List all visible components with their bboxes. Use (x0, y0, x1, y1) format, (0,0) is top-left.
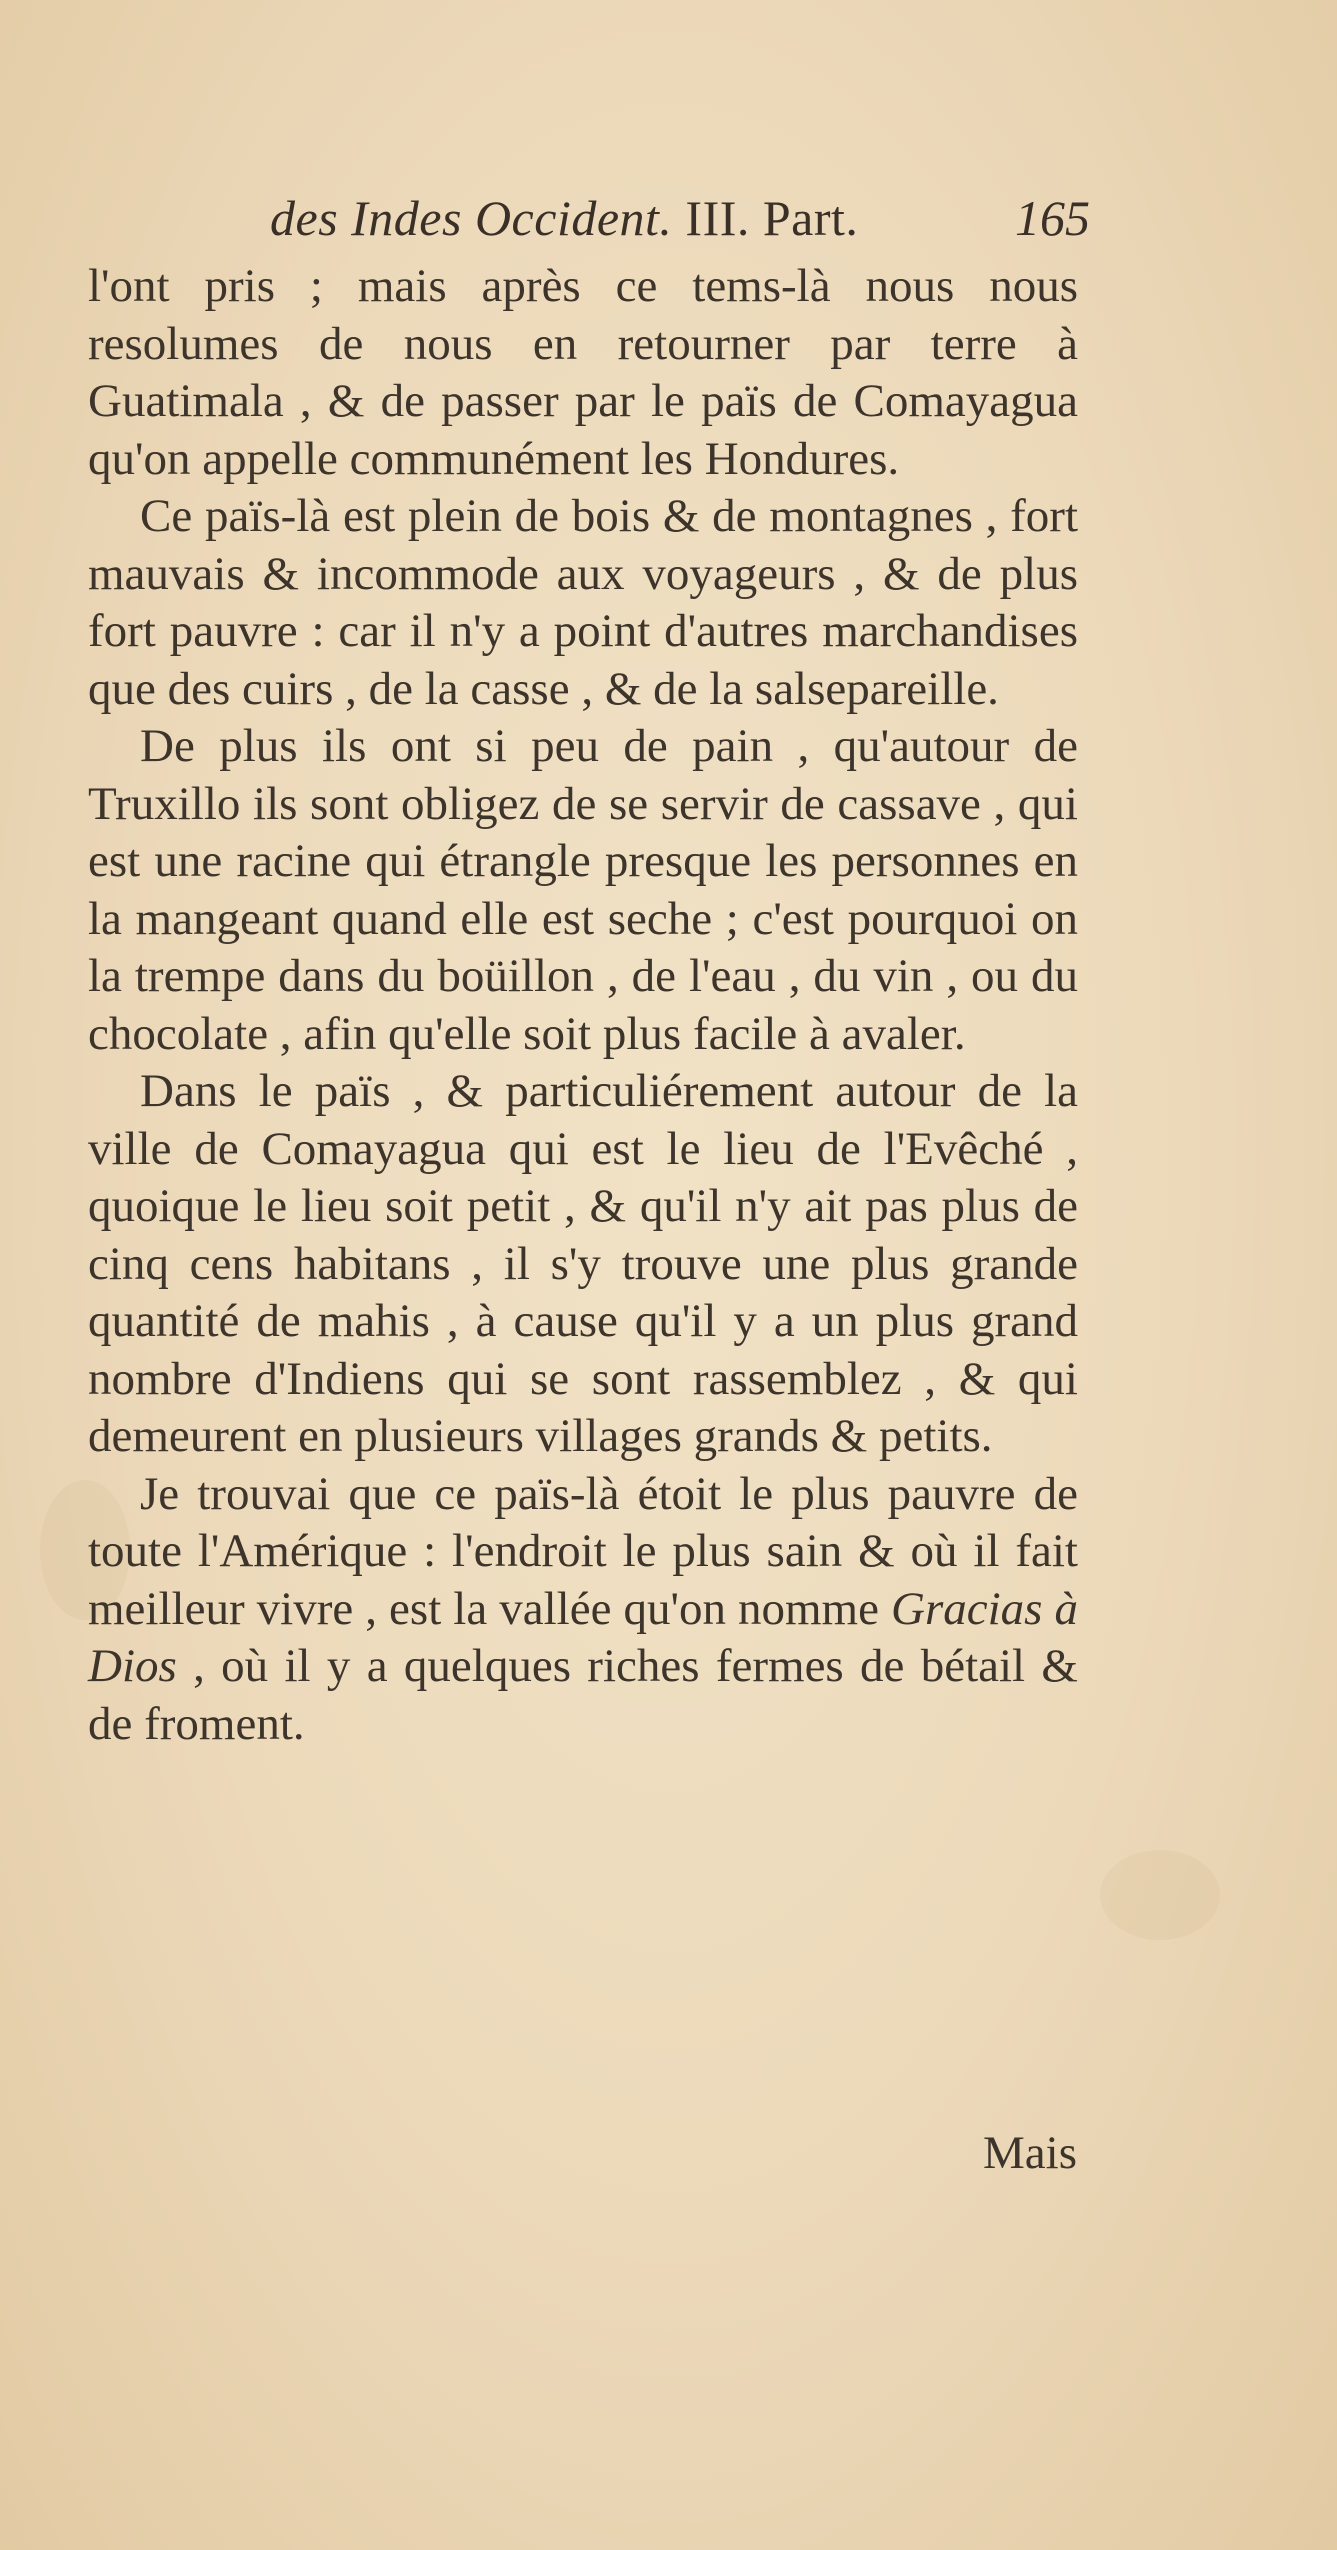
paragraph-5-text-after: , où il y a quelques riches fermes de bétail & de froment. (88, 1640, 1078, 1750)
paragraph-5 (88, 1466, 1078, 1754)
paragraph-5-text-before: Je trouvai que ce païs-là étoit le plus pauvre de toute l'Amérique : l'endroit le plus sain & où il fait meilleur vivre , est la vallée qu'on nomme (88, 1467, 1078, 1635)
place-name-italic: Gracias à Dios (88, 1582, 1078, 1692)
paragraph-4: Dans le païs , & particuliérement autour de la ville de Comayagua qui est le lieu de l'Evêché , quoique le lieu soit petit , & qu'il n'y ait pas plus de cinq cens habitans , il s'y trouve une plus grande quantité de mahis , à cause qu'il y a un plus grand nombre d'Indiens qui se sont rassemblez , & qui demeurent en plusieurs villages grands & petits. (88, 1065, 1078, 1462)
paragraph-1: l'ont pris ; mais après ce tems-là nous nous resolumes de nous en retourner par terre à Guatimala , & de passer par le païs de Comayagua qu'on appelle communément les Hondures. (88, 260, 1078, 485)
running-title-text: des Indes Occident. (270, 190, 673, 246)
paragraph-2: Ce païs-là est plein de bois & de montagnes , fort mauvais & incommode aux voyageurs , & de plus fort pauvre : car il n'y a point d'autres marchandises que des cuirs , de la casse , & de la salsepareille. (88, 490, 1078, 715)
catchword: Mais (983, 2127, 1077, 2179)
body-text (88, 258, 1078, 1753)
running-title-part: III. Part. (685, 190, 859, 246)
paper-stain (1100, 1850, 1220, 1940)
running-title (270, 188, 858, 248)
paragraph-3: De plus ils ont si peu de pain , qu'autour de Truxillo ils sont obligez de se servir de cassave , qui est une racine qui étrangle presque les personnes en la mangeant quand elle est seche ; c'est pourquoi on la trempe dans du boüillon , de l'eau , du vin , ou du chocolate , afin qu'elle soit plus facile à avaler. (88, 720, 1078, 1060)
page-number: 165 (1015, 190, 1090, 246)
page-header (270, 188, 1090, 248)
